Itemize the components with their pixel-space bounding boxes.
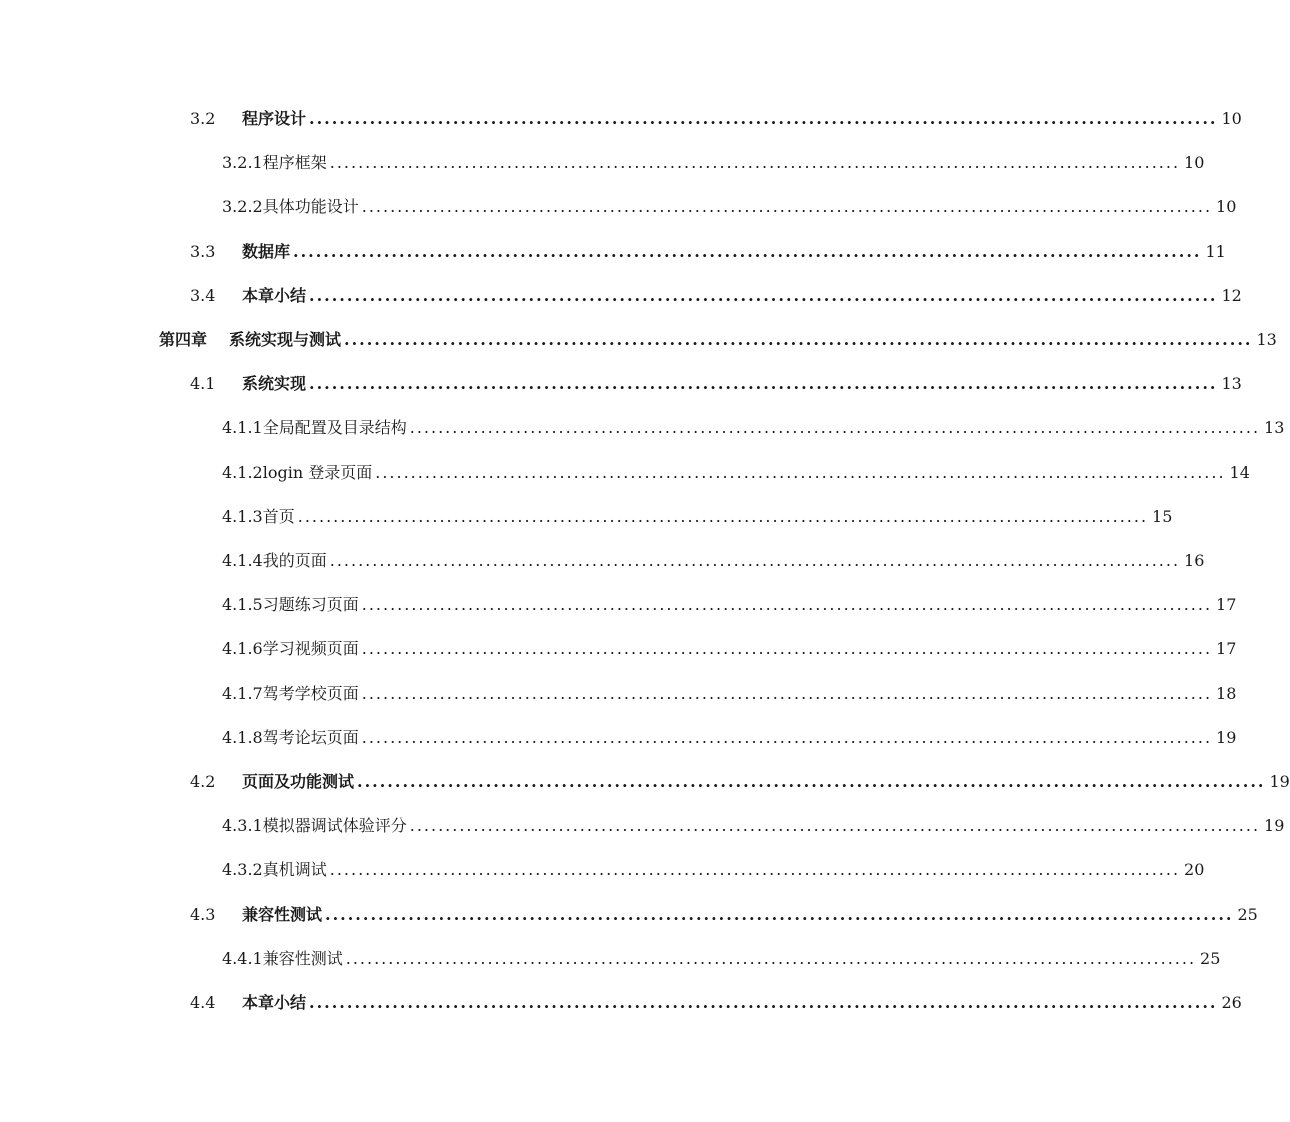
toc-entry-title: 系统实现 (242, 374, 307, 393)
toc-dot-leader: ........................................................................................................................ (309, 374, 1218, 393)
toc-dot-leader: ........................................................................................................................ (361, 197, 1213, 216)
toc-entry-title: 驾考学校页面 (262, 684, 359, 703)
toc-dot-leader: ........................................................................................................................ (345, 949, 1197, 968)
toc-dot-leader: ........................................................................................................................ (361, 684, 1213, 703)
toc-page-number: 13 (1264, 418, 1285, 437)
toc-dot-leader: ........................................................................................................................ (293, 242, 1202, 261)
toc-entry-number: 4.2 (190, 772, 216, 791)
toc-entry-section[interactable] (190, 240, 1226, 264)
toc-page-number: 26 (1221, 993, 1242, 1012)
toc-page-number: 10 (1216, 197, 1237, 216)
toc-dot-leader: ........................................................................................................................ (361, 728, 1213, 747)
toc-entry-section[interactable] (190, 770, 1290, 794)
toc-entry-subsection[interactable] (222, 195, 1237, 219)
toc-entry-number: 4.1.5 (222, 595, 263, 614)
toc-page-number: 14 (1229, 463, 1250, 482)
toc-dot-leader: ........................................................................................................................ (329, 860, 1181, 879)
toc-entry-number: 4.1.8 (222, 728, 263, 747)
toc-entry-number: 4.1.1 (222, 418, 263, 437)
toc-entry-number: 4.3 (190, 905, 216, 924)
toc-entry-subsection[interactable] (222, 505, 1173, 529)
toc-dot-leader: ........................................................................................................................ (344, 330, 1253, 349)
toc-entry-subsection[interactable] (222, 637, 1237, 661)
toc-page-number: 10 (1221, 109, 1242, 128)
toc-entry-section[interactable] (190, 372, 1242, 396)
toc-dot-leader: ........................................................................................................................ (409, 816, 1261, 835)
toc-dot-leader: ........................................................................................................................ (409, 418, 1261, 437)
toc-dot-leader: ........................................................................................................................ (329, 153, 1181, 172)
toc-dot-leader: ........................................................................................................................ (309, 286, 1218, 305)
toc-entry-title: 真机调试 (262, 860, 327, 879)
toc-page-number: 19 (1264, 816, 1285, 835)
toc-entry-number: 4.1.7 (222, 684, 263, 703)
toc-page-number: 15 (1152, 507, 1173, 526)
toc-entry-subsection[interactable] (222, 461, 1250, 485)
toc-entry-number: 3.3 (190, 242, 216, 261)
toc-entry-number: 4.1.6 (222, 639, 263, 658)
toc-dot-leader: ........................................................................................................................ (297, 507, 1149, 526)
toc-entry-title: 页面及功能测试 (242, 772, 355, 791)
toc-entry-chapter[interactable] (159, 328, 1277, 352)
toc-dot-leader: ........................................................................................................................ (357, 772, 1266, 791)
toc-entry-title: 系统实现与测试 (229, 330, 342, 349)
toc-entry-title: 模拟器调试体验评分 (262, 816, 407, 835)
toc-entry-number: 4.1 (190, 374, 216, 393)
toc-dot-leader: ........................................................................................................................ (309, 109, 1218, 128)
toc-entry-title: 全局配置及目录结构 (262, 418, 407, 437)
toc-page-number: 16 (1184, 551, 1205, 570)
toc-entry-section[interactable] (190, 107, 1242, 131)
toc-dot-leader: ........................................................................................................................ (375, 463, 1226, 482)
toc-entry-subsection[interactable] (222, 947, 1221, 971)
toc-entry-title: 习题练习页面 (262, 595, 359, 614)
toc-entry-subsection[interactable] (222, 726, 1237, 750)
toc-entry-number: 3.2.1 (222, 153, 263, 172)
toc-entry-number: 4.4 (190, 993, 216, 1012)
toc-entry-subsection[interactable] (222, 814, 1285, 838)
toc-entry-number: 3.2 (190, 109, 216, 128)
toc-entry-title: 数据库 (242, 242, 291, 261)
toc-entry-section[interactable] (190, 903, 1258, 927)
toc-entry-number: 第四章 (159, 330, 208, 349)
toc-page-number: 13 (1221, 374, 1242, 393)
toc-entry-number: 3.4 (190, 286, 216, 305)
toc-page-number: 19 (1216, 728, 1237, 747)
toc-page-number: 17 (1216, 639, 1237, 658)
toc-entry-title: 我的页面 (262, 551, 327, 570)
toc-entry-number: 4.1.3 (222, 507, 263, 526)
toc-entry-subsection[interactable] (222, 549, 1205, 573)
toc-page-number: 11 (1205, 242, 1226, 261)
toc-entry-title: 本章小结 (242, 993, 307, 1012)
toc-dot-leader: ........................................................................................................................ (361, 595, 1213, 614)
toc-page-number: 20 (1184, 860, 1205, 879)
toc-page-number: 10 (1184, 153, 1205, 172)
toc-entry-subsection[interactable] (222, 682, 1237, 706)
toc-entry-number: 4.3.1 (222, 816, 263, 835)
toc-entry-subsection[interactable] (222, 858, 1205, 882)
toc-entry-title: 驾考论坛页面 (262, 728, 359, 747)
toc-entry-title: 本章小结 (242, 286, 307, 305)
toc-entry-subsection[interactable] (222, 593, 1237, 617)
toc-entry-section[interactable] (190, 284, 1242, 308)
toc-entry-title: 学习视频页面 (262, 639, 359, 658)
toc-entry-number: 3.2.2 (222, 197, 263, 216)
toc-entry-number: 4.4.1 (222, 949, 263, 968)
toc-entry-subsection[interactable] (222, 416, 1285, 440)
toc-entry-number: 4.1.4 (222, 551, 263, 570)
toc-entry-title: 具体功能设计 (262, 197, 359, 216)
toc-page-number: 25 (1237, 905, 1258, 924)
toc-entry-title: login 登录页面 (262, 463, 373, 482)
toc-entry-number: 4.1.2 (222, 463, 263, 482)
toc-entry-number: 4.3.2 (222, 860, 263, 879)
toc-page-number: 25 (1200, 949, 1221, 968)
toc-entry-title: 程序设计 (242, 109, 307, 128)
toc-entry-section[interactable] (190, 991, 1242, 1015)
toc-page-number: 18 (1216, 684, 1237, 703)
toc-entry-title: 程序框架 (262, 153, 327, 172)
toc-entry-title: 兼容性测试 (242, 905, 323, 924)
toc-page-number: 13 (1256, 330, 1277, 349)
toc-entry-subsection[interactable] (222, 151, 1205, 175)
toc-entry-title: 首页 (262, 507, 295, 526)
toc-page-number: 12 (1221, 286, 1242, 305)
toc-page-number: 17 (1216, 595, 1237, 614)
toc-dot-leader: ........................................................................................................................ (325, 905, 1234, 924)
toc-page-number: 19 (1269, 772, 1290, 791)
toc-entry-title: 兼容性测试 (262, 949, 343, 968)
toc-dot-leader: ........................................................................................................................ (361, 639, 1213, 658)
toc-dot-leader: ........................................................................................................................ (329, 551, 1181, 570)
toc-dot-leader: ........................................................................................................................ (309, 993, 1218, 1012)
